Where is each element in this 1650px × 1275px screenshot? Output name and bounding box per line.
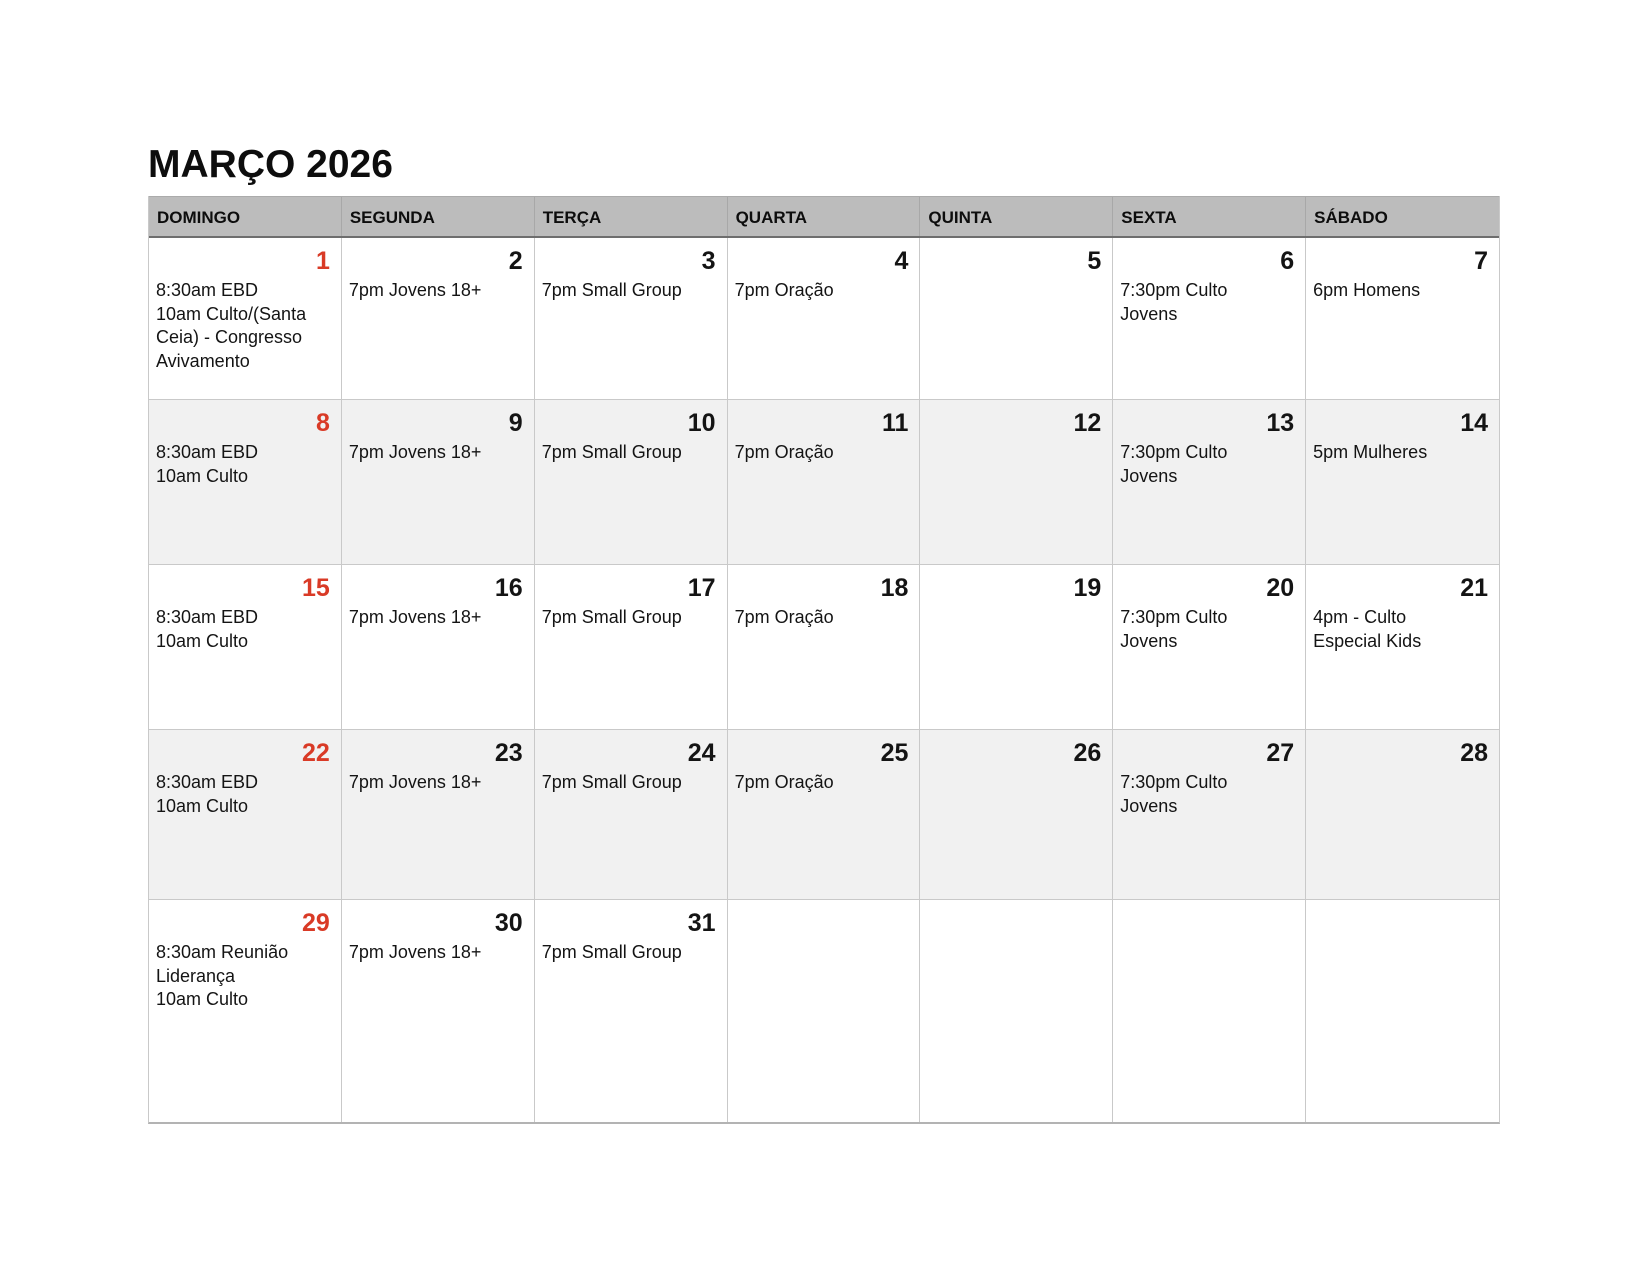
day-cell[interactable] [1306,400,1499,564]
day-cell[interactable] [342,900,535,1122]
day-events [920,440,1112,441]
day-events [149,278,341,373]
event-label: 7:30pm Culto Jovens [1120,772,1228,816]
day-events [920,605,1112,606]
day-number: 23 [494,739,523,767]
day-number: 3 [701,247,716,275]
day-cell[interactable] [728,238,921,399]
day-number: 20 [1266,574,1295,602]
day-number: 7 [1474,247,1488,275]
weekday-header-sexta: SEXTA [1113,197,1306,236]
day-events [149,940,341,1012]
day-events [535,278,727,303]
event-label: 7pm Small Group [541,280,682,300]
event-label: 7pm Jovens 18+ [348,942,482,962]
day-number: 28 [1460,739,1488,767]
day-cell[interactable] [149,900,342,1122]
day-events [1113,940,1305,941]
day-cell[interactable] [728,900,921,1122]
day-cell[interactable] [1306,565,1499,729]
event-label: 10am Culto [156,989,249,1009]
event-label: 7pm Jovens 18+ [348,607,482,627]
calendar-weeks [149,238,1499,1122]
event-label: 7pm Small Group [541,607,682,627]
day-number: 2 [508,247,523,275]
weekday-header-terca: TERÇA [535,197,728,236]
week-row [149,900,1499,1122]
day-cell[interactable] [1113,238,1306,399]
day-events [1113,278,1305,326]
day-events [728,278,920,303]
day-events [342,440,534,465]
day-cell[interactable] [535,400,728,564]
weekday-header-quinta: QUINTA [920,197,1113,236]
weekday-header-row [149,196,1499,238]
day-events [1113,440,1305,488]
day-events [1306,605,1499,653]
event-label: 7pm Oração [734,607,834,627]
event-label: 8:30am EBD [156,442,259,462]
day-cell[interactable] [1113,400,1306,564]
event-label: 7pm Small Group [541,942,682,962]
day-number: 17 [687,574,716,602]
event-label: 10am Culto [156,465,249,486]
day-number: 18 [880,574,909,602]
event-label: 7pm Jovens 18+ [348,772,482,792]
day-cell[interactable] [342,400,535,564]
day-events [728,605,920,630]
weekday-header-quarta: QUARTA [728,197,921,236]
weekday-header-segunda: SEGUNDA [342,197,535,236]
day-cell[interactable] [342,565,535,729]
week-row [149,400,1499,565]
day-number: 22 [302,739,330,767]
day-cell[interactable] [728,400,921,564]
event-label: 7:30pm Culto Jovens [1120,442,1228,486]
day-cell[interactable] [728,730,921,899]
day-number: 16 [494,574,523,602]
calendar-table [148,196,1500,1124]
day-events [1306,278,1499,303]
event-label: 10am Culto/(Santa Ceia) - Congresso Avivamento [156,303,307,371]
event-label: 7pm Small Group [541,442,682,462]
day-events [728,770,920,795]
day-events [535,940,727,965]
day-number: 12 [1073,409,1102,437]
day-cell[interactable] [342,730,535,899]
day-number: 11 [881,409,909,437]
event-label: 4pm - Culto Especial Kids [1313,607,1422,651]
day-events [342,940,534,965]
day-cell[interactable] [342,238,535,399]
day-cell[interactable] [535,730,728,899]
day-number: 13 [1266,409,1295,437]
day-number [1306,900,1499,940]
day-number: 15 [302,574,330,602]
day-events [728,440,920,465]
day-number [920,900,1112,940]
day-number [1113,900,1305,940]
day-cell[interactable] [1306,900,1499,1122]
day-cell[interactable] [149,565,342,729]
day-cell[interactable] [535,565,728,729]
day-cell[interactable] [149,238,342,399]
day-events [1113,770,1305,818]
day-events [920,278,1112,279]
day-cell[interactable] [1113,565,1306,729]
event-label: 10am Culto [156,630,249,651]
day-cell[interactable] [535,900,728,1122]
day-events [1306,440,1499,465]
day-number: 21 [1460,574,1488,602]
day-number: 30 [494,909,523,937]
event-label: 8:30am EBD [156,280,259,300]
day-number: 26 [1073,739,1102,767]
day-number: 25 [880,739,909,767]
day-number: 6 [1280,247,1295,275]
week-row [149,730,1499,900]
day-number: 27 [1266,739,1295,767]
day-events [342,770,534,795]
day-cell[interactable] [1306,238,1499,399]
month-title: MARÇO 2026 [148,143,393,186]
day-number [728,900,920,940]
week-row [149,565,1499,730]
day-cell[interactable] [1306,730,1499,899]
day-events [149,605,341,653]
event-label: 7pm Jovens 18+ [348,442,482,462]
event-label: 7:30pm Culto Jovens [1120,607,1228,651]
event-label: 7pm Oração [734,442,834,462]
weekday-header-sabado: SÁBADO [1314,208,1388,227]
day-events [728,940,920,941]
day-cell[interactable] [535,238,728,399]
day-events [1306,940,1499,941]
day-events [1113,605,1305,653]
event-label: 7pm Small Group [541,772,682,792]
day-events [149,770,341,818]
day-cell[interactable] [149,730,342,899]
day-events [342,278,534,303]
event-label: 7pm Oração [734,280,834,300]
day-number: 10 [687,409,716,437]
weekday-header-domingo: DOMINGO [149,197,342,236]
day-events [920,940,1112,941]
day-cell[interactable] [920,730,1113,899]
day-events [920,770,1112,771]
day-events [535,605,727,630]
event-label: 8:30am EBD [156,772,259,792]
day-number: 5 [1087,247,1102,275]
day-number: 14 [1460,409,1488,437]
day-cell[interactable] [920,400,1113,564]
day-number: 19 [1073,574,1102,602]
event-label: 8:30am Reunião Liderança [156,942,289,986]
day-events [342,605,534,630]
day-events [1306,770,1499,771]
day-events [535,770,727,795]
event-label: 5pm Mulheres [1313,442,1428,462]
event-label: 8:30am EBD [156,607,259,627]
day-cell[interactable] [920,900,1113,1122]
day-cell[interactable] [728,565,921,729]
event-label: 7pm Oração [734,772,834,792]
day-number: 1 [315,247,330,275]
event-label: 10am Culto [156,795,249,816]
day-number: 24 [687,739,716,767]
week-row [149,238,1499,400]
day-number: 4 [894,247,909,275]
day-cell[interactable] [149,400,342,564]
day-number: 31 [687,909,716,937]
day-events [149,440,341,488]
day-number: 29 [302,909,330,937]
day-cell[interactable] [920,238,1113,399]
day-number: 9 [508,409,523,437]
day-events [535,440,727,465]
event-label: 7:30pm Culto Jovens [1120,280,1228,324]
day-cell[interactable] [920,565,1113,729]
day-cell[interactable] [1113,900,1306,1122]
day-cell[interactable] [1113,730,1306,899]
day-number: 8 [315,409,330,437]
event-label: 7pm Jovens 18+ [348,280,482,300]
event-label: 6pm Homens [1313,280,1421,300]
